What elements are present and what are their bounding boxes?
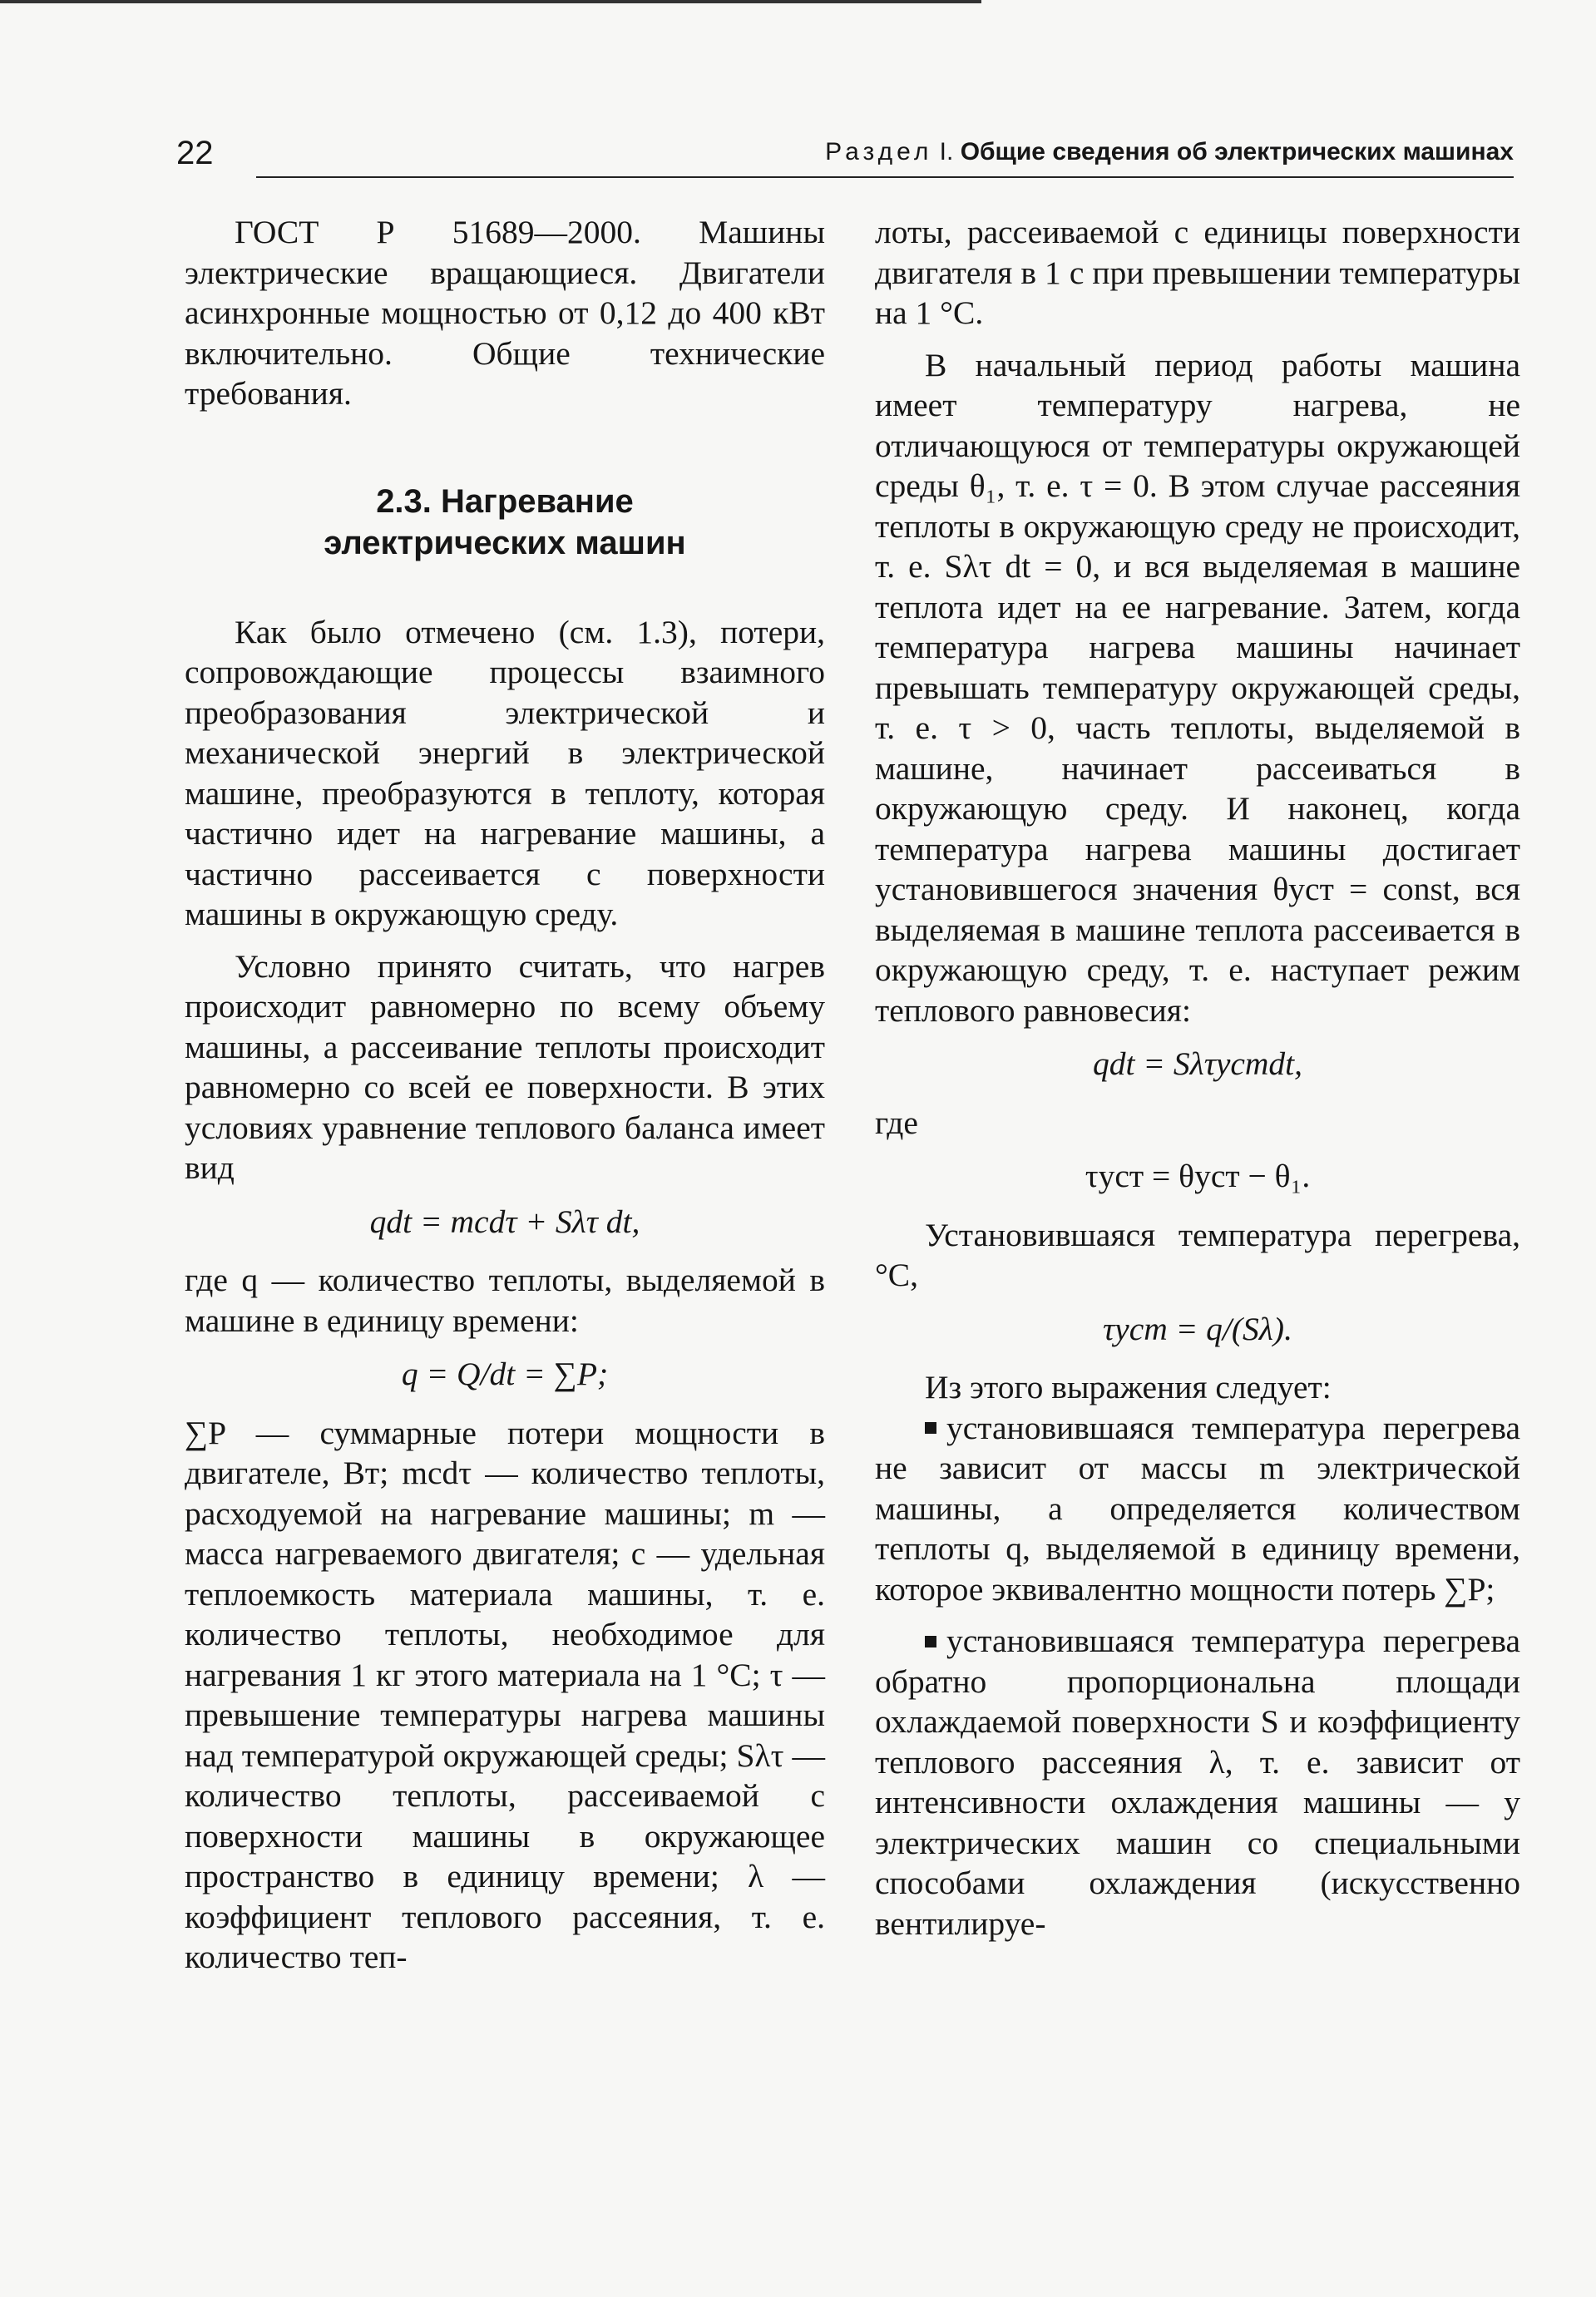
left-column: [185, 212, 825, 1978]
section-numeral: I.: [939, 138, 954, 165]
paragraph-uniform-heating: Условно принято считать, что нагрев происходит равномерно по всему объему машины, а рассеивание теплоты происходит равномерно со всей ее поверхности. В этих условиях уравнение теплового баланса имеет вид: [185, 947, 825, 1186]
bullet-text-mass: установившаяся температура перегрева не зависит от массы m электрической машины, а определяется количеством теплоты q, выделяемой в единицу времени, которое эквивалентно мощности потерь ∑P;: [875, 1409, 1520, 1608]
formula-equilibrium: qdt = Sλτустdt,: [1092, 1045, 1303, 1082]
gost-reference: ГОСТ Р 51689—2000. Машины электрические вращающиеся. Двигатели асинхронные мощностью от 0,12 до 400 кВт включительно. Общие технические требования.: [185, 214, 825, 412]
bullet-square-icon: [925, 1422, 936, 1434]
top-border-line: [0, 0, 981, 3]
right-column: [875, 212, 1520, 1944]
section-heading-line2: электрических машин: [324, 524, 686, 561]
section-title: Общие сведения об электрических машинах: [960, 138, 1514, 165]
formula-q: q = Q/dt = ∑P;: [401, 1356, 609, 1392]
paragraph-follows: Из этого выражения следует:: [925, 1369, 1332, 1405]
paragraph-losses: Как было отмечено (см. 1.3), потери, сопровождающие процессы взаимного преобразования электрической и механической энергий в электрической машине, преобразуются в теплоту, которая частично идет на нагревание машины, а частично рассеивается с поверхности машины в окружающую среду.: [185, 613, 825, 932]
paragraph-definitions: ∑P — суммарные потери мощности в двигателе, Вт; mcdτ — количество теплоты, расходуемой на нагревание машины; m — масса нагреваемого двигателя; c — удельная теплоемкость материала машины, т. е. количество теплоты, необходимое для нагревания 1 кг этого материала на 1 °С; τ — превышение температуры нагрева машины над температурой окружающей среды; Sλτ — количество теплоты, рассеиваемой с поверхности машины в окружающее пространство в единицу времени; λ — коэффициент теплового рассеяния, т. е. количество теп-: [185, 1414, 825, 1975]
formula-tau-ust-q: τуст = q/(Sλ).: [1103, 1310, 1292, 1347]
formula-tau-ust: τуст = θуст − θ₁.: [1085, 1158, 1311, 1194]
section-word: Раздел: [825, 138, 933, 165]
page-number: 22: [176, 135, 214, 171]
section-heading-line1: 2.3. Нагревание: [376, 482, 634, 520]
paragraph-initial-period: В начальный период работы машина имеет температуру нагрева, не отличающуюся от температуры окружающей среды θ₁, т. е. τ = 0. В этом случае рассеяния теплоты в окружающую среду не происходит, т. е. Sλτ dt = 0, и вся выделяемая в машине теплота идет на ее нагревание. Затем, когда температура нагрева машины начинает превышать температуру окружающей среды, т. е. τ > 0, часть теплоты, выделяемой в машине, начинает рассеиваться в окружающую среду. И наконец, когда температура нагрева машины достигает установившегося значения θуст = const, вся выделяемая в машине теплота рассеивается в окружающую среду, т. е. наступает режим теплового равновесия:: [875, 346, 1520, 1029]
formula-heat-balance: qdt = mcdτ + Sλτ dt,: [369, 1203, 640, 1240]
running-head: [825, 138, 1514, 166]
paragraph-continuation: лоты, рассеиваемой с единицы поверхности двигателя в 1 с при превышении температуры на 1 °С.: [875, 214, 1520, 331]
section-heading: [185, 481, 825, 564]
bullet-square-icon: [925, 1636, 936, 1647]
word-where: где: [875, 1104, 918, 1141]
paragraph-where-q: где q — количество теплоты, выделяемой в машине в единицу времени:: [185, 1262, 825, 1339]
bullet-item-surface: [875, 1621, 1520, 1944]
bullet-item-mass: [875, 1408, 1520, 1610]
bullet-text-surface: установившаяся температура перегрева обратно пропорциональна площади охлаждаемой поверхности S и коэффициенту теплового рассеяния λ, т. е. зависит от интенсивности охлаждения машины — у электрических машин со специальными способами охлаждения (искусственно вентилируе-: [875, 1623, 1520, 1942]
paragraph-steady-temp: Установившаяся температура перегрева, °С,: [875, 1216, 1520, 1293]
page-header: [176, 133, 1514, 181]
header-rule: [256, 176, 1514, 178]
